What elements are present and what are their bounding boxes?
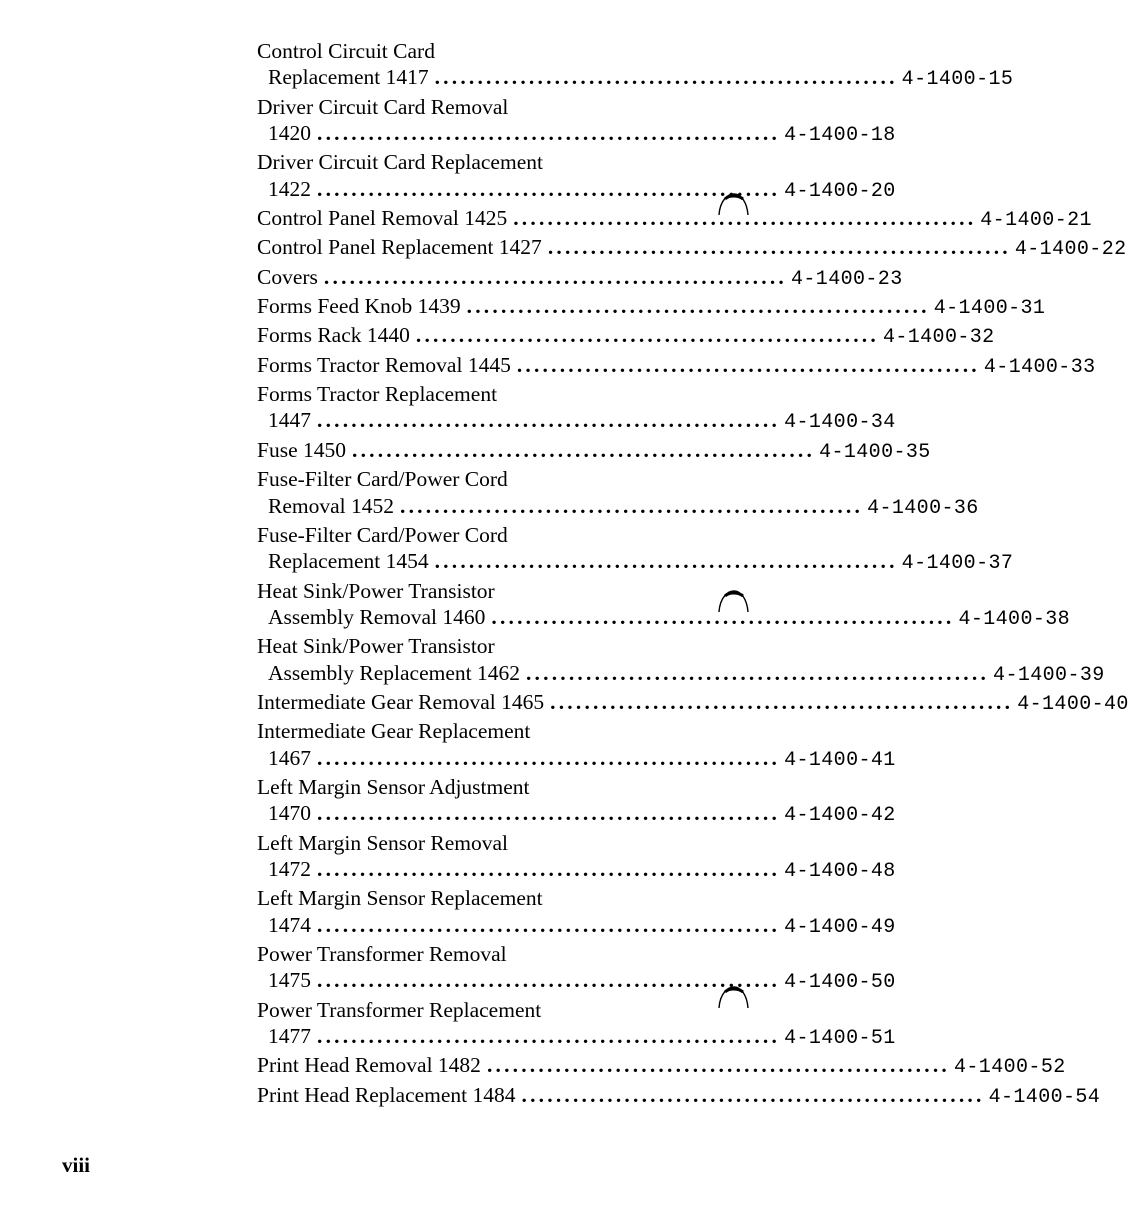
toc-entry-line: [257, 205, 1092, 234]
toc-entry: [257, 322, 995, 351]
toc-entry-page: 4-1400-20: [784, 179, 896, 203]
dot-leader: ......................................................: [317, 801, 781, 826]
dot-leader: ......................................................: [317, 856, 781, 881]
dot-leader: ......................................................: [550, 689, 1014, 714]
toc-entry-title: Driver Circuit Card Removal: [257, 94, 509, 119]
toc-entry-title: Left Margin Sensor Adjustment: [257, 774, 530, 799]
toc-entry-title: Driver Circuit Card Replacement: [257, 150, 543, 175]
toc-entry-title: Power Transformer Replacement: [257, 997, 542, 1022]
dot-leader: ......................................................: [466, 294, 930, 319]
dot-leader: ......................................................: [434, 549, 898, 574]
toc-entry-text: 1474: [268, 912, 311, 937]
toc-entry-title: Fuse-Filter Card/Power Cord: [257, 522, 508, 547]
toc-entry-line: [257, 689, 1129, 718]
dot-leader: ......................................................: [415, 323, 879, 348]
toc-entry-page: 4-1400-21: [980, 209, 1092, 233]
toc-entry-line: [257, 493, 979, 522]
toc-entry-page: 4-1400-39: [993, 663, 1105, 687]
toc-entry-line: [257, 548, 1014, 577]
toc-entry-line: [257, 407, 896, 436]
toc-entry: [257, 437, 931, 466]
toc-entry-page: 4-1400-35: [819, 440, 931, 464]
toc-entry-page: 4-1400-33: [983, 355, 1096, 379]
toc-entry-page: 4-1400-37: [901, 552, 1014, 576]
toc-entry-text: Removal 1452: [268, 493, 394, 518]
toc-entry: [257, 352, 1096, 381]
toc-entry-text: Assembly Replacement 1462: [268, 660, 520, 685]
toc-entry-text: Control Panel Removal 1425: [257, 206, 508, 231]
toc-entry-text: Covers: [257, 264, 318, 289]
dot-leader: ......................................................: [317, 745, 781, 770]
toc-entry-line: [257, 1023, 896, 1052]
toc-entry-line: [257, 293, 1046, 322]
dot-leader: ......................................................: [513, 206, 977, 231]
toc-entry-title: Power Transformer Removal: [257, 942, 507, 966]
dot-leader: ......................................................: [516, 352, 980, 377]
dot-leader: ......................................................: [317, 912, 781, 937]
toc-entry-line: [257, 1082, 1101, 1111]
dot-leader: ......................................................: [434, 65, 898, 90]
toc-entry: [257, 997, 896, 1053]
toc-entry: [257, 633, 1105, 689]
binder-hole-mark-icon: [716, 983, 750, 1009]
toc-entry-text: 1420: [268, 121, 311, 146]
toc-entry-title: Fuse-Filter Card/Power Cord: [257, 467, 508, 492]
toc-entry: [257, 293, 1046, 322]
toc-entry: [257, 381, 896, 437]
dot-leader: ......................................................: [317, 408, 781, 433]
toc-entry-page: 4-1400-41: [784, 748, 896, 772]
toc-entry-page: 4-1400-54: [988, 1085, 1101, 1109]
toc-entry-text: 1470: [268, 801, 311, 826]
toc-entry-line: [257, 264, 903, 293]
binder-hole-mark-icon: [716, 190, 750, 216]
toc-entry-line: [257, 604, 1071, 633]
toc-entry-line: [257, 176, 896, 205]
toc-entry-page: 4-1400-34: [784, 411, 896, 435]
toc-entry-page: 4-1400-42: [784, 804, 896, 828]
toc-entry-page: 4-1400-38: [958, 607, 1071, 631]
toc-entry-line: [257, 745, 896, 774]
toc-entry: [257, 1082, 1101, 1111]
toc-entry: [257, 830, 896, 886]
dot-leader: ......................................................: [525, 660, 990, 685]
toc-entry-page: 4-1400-31: [933, 297, 1046, 321]
toc-entry-line: [257, 967, 896, 996]
dot-leader: ......................................................: [317, 1024, 781, 1049]
toc-entry-text: Forms Tractor Removal 1445: [257, 352, 511, 377]
toc-entry-page: 4-1400-52: [954, 1056, 1066, 1080]
toc-entry-page: 4-1400-23: [790, 267, 903, 291]
toc-entry: [257, 94, 896, 150]
dot-leader: ......................................................: [317, 121, 781, 146]
toc-entry-text: Control Panel Replacement 1427: [257, 235, 542, 260]
toc-entry-text: 1467: [268, 745, 311, 770]
toc-entry-text: Forms Rack 1440: [257, 323, 410, 348]
toc-entry: [257, 149, 896, 205]
toc-entry-page: 4-1400-40: [1017, 692, 1129, 716]
toc-entry-text: 1422: [268, 176, 311, 201]
toc-entry-title: Intermediate Gear Replacement: [257, 719, 531, 744]
toc-entry-page: 4-1400-18: [784, 124, 896, 148]
toc-entry-line: [257, 234, 1127, 263]
toc-entry-line: [257, 120, 896, 149]
toc-entry-line: [257, 856, 896, 885]
page-number: viii: [62, 1153, 91, 1177]
toc-entry-title: Left Margin Sensor Removal: [257, 830, 508, 855]
toc-entry-text: 1477: [268, 1024, 311, 1049]
toc-entry-text: Replacement 1417: [268, 65, 429, 90]
dot-leader: ......................................................: [491, 604, 955, 629]
toc-entry: [257, 578, 1071, 634]
toc-entry-line: [257, 1052, 1066, 1081]
toc-entry-text: 1472: [268, 856, 311, 881]
dot-leader: ......................................................: [323, 264, 787, 289]
toc-entry: [257, 205, 1092, 234]
toc-entry-page: 4-1400-50: [784, 971, 896, 995]
toc-entry: [257, 466, 979, 522]
toc-entry-text: Assembly Removal 1460: [268, 604, 486, 629]
toc-entry-line: [257, 800, 896, 829]
toc-entry-text: Print Head Replacement 1484: [257, 1082, 516, 1107]
dot-leader: ......................................................: [400, 493, 864, 518]
toc-entry-line: [257, 912, 896, 941]
toc-entry-page: 4-1400-22: [1014, 238, 1127, 262]
toc-entry: [257, 774, 896, 830]
toc-entry-text: 1475: [268, 968, 311, 993]
toc-entry-page: 4-1400-15: [901, 68, 1014, 92]
dot-leader: ......................................................: [486, 1053, 950, 1078]
toc-entry-line: [257, 352, 1096, 381]
toc-entry-title: Left Margin Sensor Replacement: [257, 886, 543, 911]
toc-entry-page: 4-1400-49: [784, 915, 896, 939]
toc-entry-line: [257, 660, 1105, 689]
toc-entry: [257, 234, 1127, 263]
dot-leader: ......................................................: [352, 437, 816, 462]
toc-entry: [257, 264, 903, 293]
toc-entry: [257, 718, 896, 774]
toc-entry-title: Heat Sink/Power Transistor: [257, 634, 495, 659]
toc-entry-title: Control Circuit Card: [257, 39, 435, 63]
binder-hole-mark-icon: [716, 587, 750, 613]
toc-entry-text: 1447: [268, 408, 311, 433]
toc-entry: [257, 885, 896, 941]
toc-entry-text: Print Head Removal 1482: [257, 1053, 481, 1078]
toc-entry-title: Forms Tractor Replacement: [257, 382, 498, 407]
toc-entry-text: Forms Feed Knob 1439: [257, 294, 461, 319]
dot-leader: ......................................................: [317, 176, 781, 201]
toc-entry-title: Heat Sink/Power Transistor: [257, 578, 495, 603]
dot-leader: ......................................................: [317, 968, 781, 993]
toc-entry-text: Intermediate Gear Removal 1465: [257, 689, 545, 714]
table-of-contents: [257, 38, 1129, 1111]
toc-entry-page: 4-1400-51: [784, 1027, 896, 1051]
toc-entry-page: 4-1400-48: [784, 859, 896, 883]
toc-entry-line: [257, 322, 995, 351]
toc-entry-line: [257, 64, 1014, 93]
toc-entry: [257, 1052, 1066, 1081]
toc-entry: [257, 689, 1129, 718]
toc-entry: [257, 522, 1014, 578]
toc-entry-text: Fuse 1450: [257, 437, 346, 462]
toc-entry-line: [257, 437, 931, 466]
toc-entry-page: 4-1400-36: [867, 496, 979, 520]
toc-entry: [257, 941, 896, 997]
toc-entry-text: Replacement 1454: [268, 549, 429, 574]
dot-leader: ......................................................: [521, 1082, 985, 1107]
dot-leader: ......................................................: [547, 235, 1011, 260]
toc-entry: [257, 38, 1014, 94]
toc-entry-page: 4-1400-32: [882, 326, 995, 350]
